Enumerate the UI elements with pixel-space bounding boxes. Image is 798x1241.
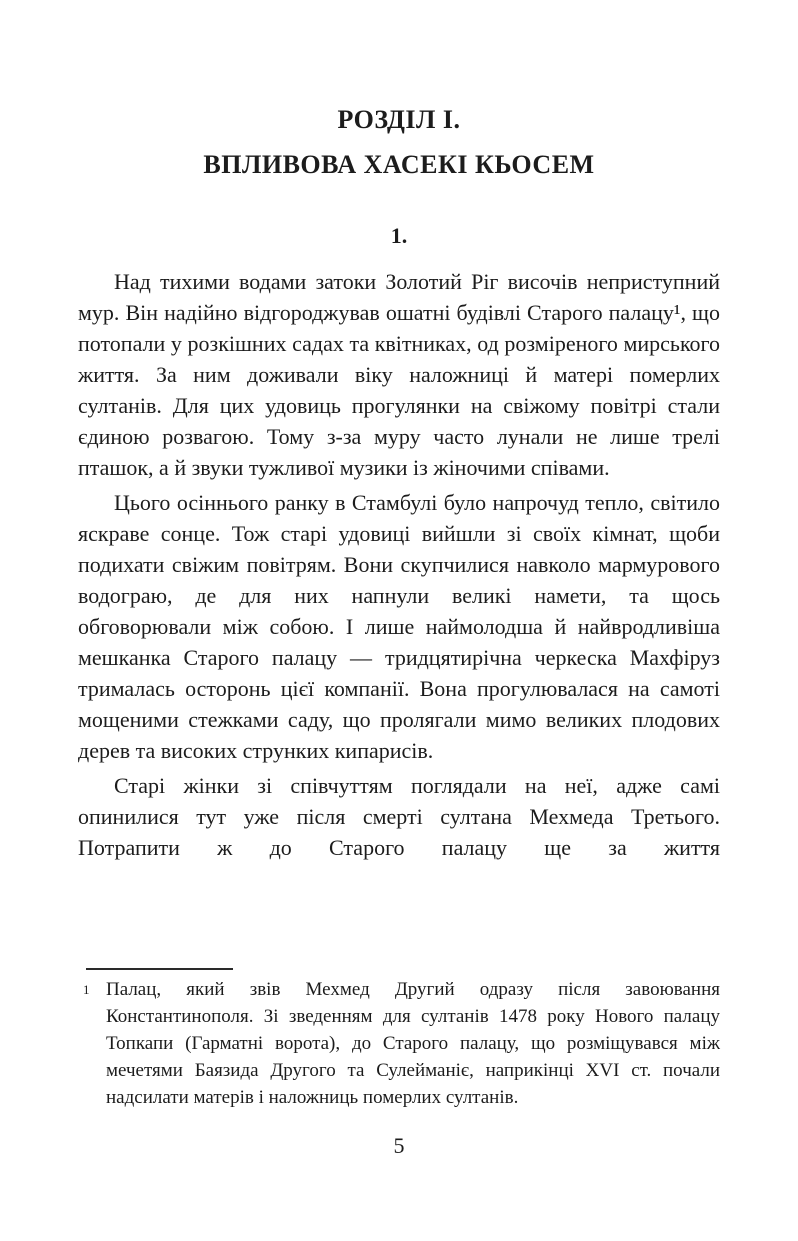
- page-number: 5: [393, 1133, 405, 1158]
- chapter-title: ВПЛИВОВА ХАСЕКІ КЬОСЕМ: [203, 150, 595, 179]
- footnote-marker: 1: [83, 982, 90, 997]
- section-number: 1.: [390, 223, 408, 248]
- paragraph-3: Старі жінки зі співчуттям поглядали на неї, адже самі опинилися тут уже після смерті султана Мехмеда Третього. Потрапити ж до Старого палацу ще за життя: [78, 773, 720, 860]
- footnote-text: Палац, який звів Мехмед Другий одразу після завоювання Константинополя. Зі зведенням для султанів 1478 року Нового палацу Топкапи (Гарматні ворота), до Старого палацу, що розміщувався між мечетями Баязида Другого та Сулейманіє, наприкінці XVI ст. почали надсилати матерів і наложниць померлих султанів.: [106, 979, 720, 1108]
- body-text: [78, 266, 720, 867]
- paragraph-1: Над тихими водами затоки Золотий Ріг височів неприступний мур. Він надійно відгороджував ошатні будівлі Старого палацу¹, що потопали у розкішних садах та квітниках, од розміреного мирського життя. За ним доживали віку наложниці й матері померлих султанів. Для цих удовиць прогулянки на свіжому повітрі стали єдиною розвагою. Тому з-за муру часто лунали не лише трелі пташок, а й звуки тужливої музики із жіночими співами.: [78, 269, 720, 480]
- footnote: [78, 976, 720, 1111]
- footnote-area: [78, 968, 720, 1111]
- chapter-heading: [0, 97, 798, 187]
- chapter-number: РОЗДІЛ І.: [337, 105, 461, 134]
- footnote-separator-rule: [86, 968, 233, 970]
- paragraph-2: Цього осіннього ранку в Стамбулі було напрочуд тепло, світило яскраве сонце. Тож старі удовиці вийшли зі своїх кімнат, щоби подихати свіжим повітрям. Вони скупчилися навколо мармурового водограю, де для них напнули великі намети, та щось обговорювали між собою. І лише наймолодша й найвродливіша мешканка Старого палацу — тридцятирічна черкеска Махфіруз трималась осторонь цієї компанії. Вона прогулювалася на самоті мощеними стежками саду, що пролягали мимо великих плодових дерев та високих струнких кипарисів.: [78, 490, 720, 763]
